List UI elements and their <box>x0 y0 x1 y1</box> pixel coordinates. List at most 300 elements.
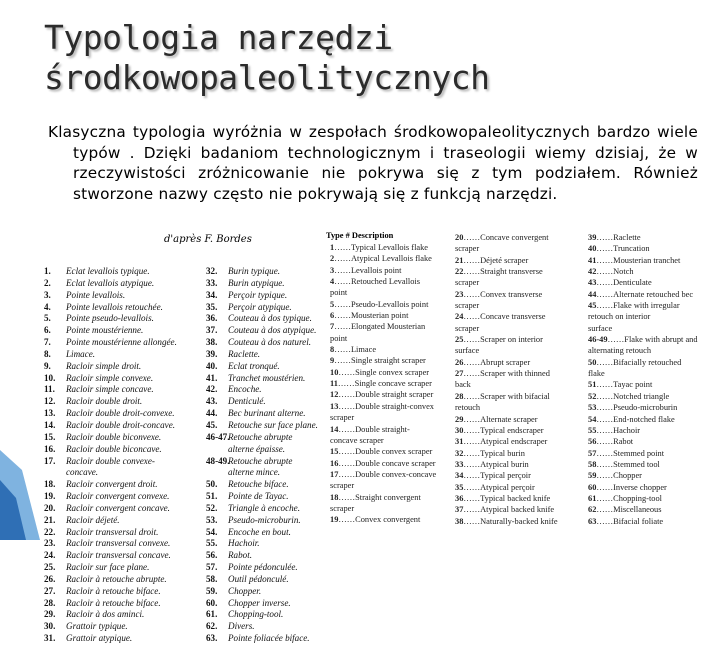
item-number: 27. <box>44 585 56 596</box>
item-label: ……Single convex scraper <box>338 367 430 377</box>
list-item <box>330 344 436 355</box>
title-line-2: środkowopaleolitycznych <box>44 58 490 97</box>
list-item <box>206 384 318 396</box>
item-label: ……Mousterian tranchet <box>596 255 681 265</box>
item-number: 15. <box>44 431 56 442</box>
list-item <box>588 243 698 254</box>
item-number: 13. <box>44 408 56 419</box>
item-label: ……Naturally-backed knife <box>463 516 558 526</box>
item-label: ……Alternate retouched bec <box>596 289 694 299</box>
item-number: 6 <box>330 311 335 321</box>
item-number: 17. <box>44 455 56 466</box>
item-label: Divers. <box>228 621 255 632</box>
list-item <box>44 349 177 361</box>
item-label: Pseudo-microburin. <box>228 514 301 525</box>
item-number: 35 <box>455 482 464 492</box>
item-number: 45 <box>588 301 597 311</box>
item-label: ……Limace <box>334 345 377 355</box>
item-label: ……Double convex-concave <box>338 469 437 479</box>
item-number: 44 <box>588 289 597 299</box>
item-number: 8 <box>330 345 335 355</box>
list-item <box>44 396 177 408</box>
item-label: Hachoir. <box>228 538 260 549</box>
list-item <box>206 302 318 314</box>
item-label: ……Atypical backed knife <box>463 505 555 515</box>
list-item <box>588 516 698 527</box>
list-item <box>330 389 436 400</box>
list-item <box>330 276 436 287</box>
item-number: 29 <box>455 414 464 424</box>
item-label: ……Typical backed knife <box>463 493 551 503</box>
list-item <box>44 562 177 574</box>
figure-credit: d'après F. Bordes <box>164 234 252 245</box>
list-item <box>588 402 698 413</box>
list-item <box>455 379 558 390</box>
item-number: 26 <box>455 357 464 367</box>
item-label: Bec burinant alterne. <box>228 408 306 419</box>
item-label: ……Atypical Levallois flake <box>334 254 432 264</box>
list-item <box>44 586 177 598</box>
item-number: 41. <box>206 372 218 383</box>
list-item <box>455 323 558 334</box>
list-item <box>44 633 177 645</box>
item-number: 25. <box>44 562 56 573</box>
list-item <box>588 391 698 402</box>
item-number: 32. <box>206 266 218 276</box>
list-item <box>455 277 558 288</box>
item-number: 13 <box>330 401 339 411</box>
item-number: 39. <box>206 348 218 359</box>
list-item <box>588 232 698 243</box>
list-item <box>330 435 436 446</box>
list-item <box>455 300 558 311</box>
item-label: Perçoir typique. <box>228 289 288 300</box>
item-label: ……Stemmed point <box>596 448 665 458</box>
item-number: 14. <box>44 419 56 430</box>
list-item <box>588 414 698 425</box>
item-number: 60. <box>206 597 218 608</box>
item-number: 28 <box>455 391 464 401</box>
item-label: Tranchet moustérien. <box>228 372 306 383</box>
item-number: 26. <box>44 573 56 584</box>
title-line-1: Typologia narzędzi <box>44 18 393 57</box>
list-item <box>44 538 177 550</box>
list-item <box>455 345 558 356</box>
item-number: 58 <box>588 459 597 469</box>
item-number: 55 <box>588 425 597 435</box>
item-number: 38. <box>206 337 218 348</box>
item-label: ……Convex transverse <box>463 289 543 299</box>
item-label: Retouche abrupte <box>228 431 293 442</box>
list-item <box>44 621 177 633</box>
item-number: 53. <box>206 514 218 525</box>
corner-decoration <box>0 410 40 540</box>
item-label: Limace. <box>66 348 96 359</box>
item-number: 1 <box>330 243 335 252</box>
item-label: ……Flake with abrupt and <box>607 335 698 345</box>
item-label: Racloir double convexe- <box>66 455 155 466</box>
item-number: 20 <box>455 233 464 242</box>
item-label: ……Single concave scraper <box>337 379 432 389</box>
item-number: 52. <box>206 502 218 513</box>
item-label: Racloir à dos aminci. <box>66 609 145 620</box>
list-item <box>588 255 698 266</box>
item-label: retouch <box>455 403 481 413</box>
item-label: ……Typical endscraper <box>463 425 544 435</box>
list-item <box>330 253 436 264</box>
list-item <box>206 325 318 337</box>
item-label: point <box>330 288 348 298</box>
list-item <box>588 334 698 345</box>
list-item <box>206 633 318 645</box>
list-item <box>330 412 436 423</box>
list-item <box>206 527 318 539</box>
list-item <box>455 334 558 345</box>
list-item <box>455 255 558 266</box>
item-number: 50 <box>588 357 597 367</box>
item-label: ……Stemmed tool <box>596 459 660 469</box>
item-label: Pointe levallois. <box>66 289 126 300</box>
list-item <box>588 425 698 436</box>
list-item <box>330 321 436 332</box>
item-number: 62. <box>206 621 218 632</box>
item-number: 4. <box>44 301 51 312</box>
item-label: Racloir à retouche biface. <box>66 597 161 608</box>
item-label: Pointe foliacée biface. <box>228 633 310 644</box>
list-item <box>588 277 698 288</box>
item-label: Chopping-tool. <box>228 609 284 620</box>
item-label: Grattoir atypique. <box>66 633 133 644</box>
item-label: ……Pseudo-Levallois point <box>334 299 429 309</box>
item-number: 5 <box>330 299 335 309</box>
item-label: retouch on interior <box>588 312 651 322</box>
item-label: Burin atypique. <box>228 277 285 288</box>
item-label: Pointe pédonculée. <box>228 562 298 573</box>
item-number: 8. <box>44 348 51 359</box>
list-item <box>330 333 436 344</box>
item-label: surface <box>455 346 480 356</box>
item-label: ……Rabot <box>596 437 634 447</box>
item-number: 56 <box>588 437 597 447</box>
english-typology-list-3 <box>588 232 698 527</box>
item-number: 35. <box>206 301 218 312</box>
item-number: 36 <box>455 493 464 503</box>
list-item <box>44 515 177 527</box>
english-typology-list-2 <box>455 232 558 527</box>
list-item <box>44 503 177 515</box>
item-label: Couteau à dos naturel. <box>228 337 312 348</box>
item-label: flake <box>588 369 605 379</box>
list-item <box>330 469 436 480</box>
item-label: concave scraper <box>330 435 384 445</box>
list-item <box>44 467 177 479</box>
item-label: scraper <box>455 278 480 288</box>
item-label: Racloir sur face plane. <box>66 562 150 573</box>
item-number: 41 <box>588 255 597 265</box>
list-item <box>455 402 558 413</box>
item-label: ……Notched triangle <box>596 391 670 401</box>
list-item <box>44 550 177 562</box>
item-number: 9. <box>44 360 51 371</box>
item-label: Couteau à dos typique. <box>228 313 312 324</box>
list-item <box>455 425 558 436</box>
list-item <box>44 290 177 302</box>
item-number: 15 <box>330 447 339 457</box>
item-number: 52 <box>588 391 597 401</box>
item-label: ……Chopper <box>596 471 642 481</box>
list-item <box>44 408 177 420</box>
list-item <box>206 396 318 408</box>
item-number: 62 <box>588 505 597 515</box>
item-number: 28. <box>44 597 56 608</box>
item-number: 25 <box>455 335 464 345</box>
item-label: Racloir double droit-concave. <box>66 419 176 430</box>
item-number: 5. <box>44 313 51 324</box>
item-label: ……Typical Levallois flake <box>334 243 429 252</box>
slide-title <box>44 18 704 98</box>
item-label: point <box>330 333 348 343</box>
list-item <box>588 448 698 459</box>
item-number: 1. <box>44 266 51 276</box>
list-item <box>44 420 177 432</box>
item-label: ……Convex convergent <box>338 515 421 525</box>
list-item <box>206 479 318 491</box>
item-number: 12. <box>44 396 56 407</box>
list-item <box>588 504 698 515</box>
item-number: 48-49. <box>206 455 230 466</box>
item-label: ……Concave transverse <box>463 312 546 322</box>
item-label: ……Notch <box>596 267 634 277</box>
item-number: 12 <box>330 390 339 400</box>
item-label: Eclat tronqué. <box>228 360 280 371</box>
item-number: 43. <box>206 396 218 407</box>
item-label: Rabot. <box>228 550 252 561</box>
item-label: scraper <box>455 301 480 311</box>
item-number: 20. <box>44 502 56 513</box>
item-label: surface <box>588 323 613 333</box>
list-item <box>206 574 318 586</box>
item-label: ……End-notched flake <box>596 414 675 424</box>
item-label: Retouche biface. <box>228 479 289 490</box>
list-item <box>455 232 558 243</box>
item-label: Racloir simple droit. <box>66 360 142 371</box>
item-label: Encoche. <box>228 384 262 395</box>
item-number: 16 <box>330 458 339 468</box>
item-number: 54. <box>206 526 218 537</box>
item-number: 38 <box>455 516 464 526</box>
item-label: ……Single straight scraper <box>334 356 426 366</box>
item-label: Retouche sur face plane. <box>228 419 318 430</box>
list-item <box>588 470 698 481</box>
item-label: ……Double straight scraper <box>338 390 434 400</box>
item-number: 19. <box>44 491 56 502</box>
item-label: ……Typical perçoir <box>463 471 531 481</box>
item-number: 27 <box>455 369 464 379</box>
list-item <box>206 515 318 527</box>
list-item <box>330 446 436 457</box>
item-number: 2 <box>330 254 335 264</box>
item-number: 56. <box>206 550 218 561</box>
item-label: ……Atypical burin <box>463 459 529 469</box>
item-number: 6. <box>44 325 51 336</box>
list-item <box>206 420 318 432</box>
list-item <box>44 278 177 290</box>
list-item <box>455 368 558 379</box>
list-item <box>44 337 177 349</box>
list-item <box>330 265 436 276</box>
item-label: Pointe de Tayac. <box>228 491 289 502</box>
item-number: 24. <box>44 550 56 561</box>
list-item <box>588 300 698 311</box>
item-number: 50. <box>206 479 218 490</box>
item-number: 30 <box>455 425 464 435</box>
list-item <box>206 373 318 385</box>
list-item <box>44 373 177 385</box>
item-label: ……Double concave scraper <box>338 458 436 468</box>
item-number: 32 <box>455 448 464 458</box>
item-label: Grattoir typique. <box>66 621 128 632</box>
item-label: Eclat levallois typique. <box>66 266 150 276</box>
item-label: Racloir double biconcave. <box>66 443 162 454</box>
list-item <box>206 550 318 562</box>
list-item <box>206 408 318 420</box>
list-item <box>588 459 698 470</box>
item-label: Outil pédonculé. <box>228 573 289 584</box>
item-label: Racloir convergent convexe. <box>66 491 170 502</box>
list-item <box>455 414 558 425</box>
list-item <box>206 337 318 349</box>
item-label: ……Atypical perçoir <box>463 482 535 492</box>
item-label: ……Levallois point <box>334 265 402 275</box>
item-label: scraper <box>330 413 355 423</box>
list-item <box>330 242 436 253</box>
item-number: 46-49 <box>588 335 608 345</box>
item-number: 21 <box>455 255 464 265</box>
list-item <box>330 480 436 491</box>
item-number: 22 <box>455 267 464 277</box>
item-number: 22. <box>44 526 56 537</box>
item-label: Eclat levallois atypique. <box>66 277 155 288</box>
item-number: 31. <box>44 633 56 644</box>
list-item <box>588 289 698 300</box>
item-label: ……Flake with irregular <box>596 301 680 311</box>
list-item <box>206 313 318 325</box>
item-label: ……Déjeté scraper <box>463 255 529 265</box>
list-item <box>330 503 436 514</box>
item-number: 19 <box>330 515 339 525</box>
list-item <box>206 491 318 503</box>
list-item <box>455 504 558 515</box>
item-label: Pointe pseudo-levallois. <box>66 313 154 324</box>
item-label: alternating retouch <box>588 346 652 356</box>
english-typology-list-1 <box>330 242 436 526</box>
item-label: ……Abrupt scraper <box>463 357 531 367</box>
item-number: 10 <box>330 367 339 377</box>
item-label: ……Scraper with thinned <box>463 369 550 379</box>
list-item <box>44 527 177 539</box>
item-label: ……Raclette <box>596 233 641 242</box>
list-item <box>44 361 177 373</box>
item-number: 61 <box>588 493 597 503</box>
list-item <box>330 424 436 435</box>
item-label: scraper <box>455 244 480 254</box>
list-item <box>206 562 318 574</box>
list-item <box>44 325 177 337</box>
item-label: Racloir transversal droit. <box>66 526 159 537</box>
list-item <box>588 357 698 368</box>
list-item <box>206 538 318 550</box>
item-label: ……Scraper on interior <box>463 335 543 345</box>
item-label: ……Double convex scraper <box>338 447 433 457</box>
item-label: alterne mince. <box>228 467 281 478</box>
item-label: Chopper. <box>228 585 262 596</box>
list-item <box>455 357 558 368</box>
item-label: Couteau à dos atypique. <box>228 325 317 336</box>
item-number: 14 <box>330 424 339 434</box>
list-item <box>206 503 318 515</box>
item-label: scraper <box>330 481 355 491</box>
item-number: 3. <box>44 289 51 300</box>
item-label: ……Hachoir <box>596 425 641 435</box>
item-number: 44. <box>206 408 218 419</box>
item-number: 46-47. <box>206 431 230 442</box>
list-item <box>44 598 177 610</box>
item-label: Racloir simple convexe. <box>66 372 154 383</box>
item-number: 3 <box>330 265 335 275</box>
item-label: ……Inverse chopper <box>596 482 667 492</box>
list-item <box>44 302 177 314</box>
item-number: 55. <box>206 538 218 549</box>
item-label: Racloir double droit-convexe. <box>66 408 175 419</box>
list-item <box>588 482 698 493</box>
list-item <box>206 621 318 633</box>
list-item <box>455 266 558 277</box>
item-label: alterne épaisse. <box>228 443 286 454</box>
item-number: 57. <box>206 562 218 573</box>
french-typology-list-2 <box>206 266 318 645</box>
item-label: ……Double straight- <box>338 424 410 434</box>
item-label: Encoche en bout. <box>228 526 291 537</box>
item-label: ……Bifacial foliate <box>596 516 664 526</box>
item-number: 34. <box>206 289 218 300</box>
list-item <box>44 491 177 503</box>
list-item <box>455 459 558 470</box>
list-item <box>330 355 436 366</box>
list-item <box>44 609 177 621</box>
item-label: ……Retouched Levallois <box>334 277 421 287</box>
item-number: 63. <box>206 633 218 644</box>
item-number: 59. <box>206 585 218 596</box>
list-item <box>455 482 558 493</box>
item-label: Racloir convergent concave. <box>66 502 170 513</box>
item-number: 4 <box>330 277 335 287</box>
item-number: 40 <box>588 244 597 254</box>
item-label: ……Atypical endscraper <box>463 437 548 447</box>
list-item <box>588 493 698 504</box>
item-number: 33 <box>455 459 464 469</box>
item-number: 63 <box>588 516 597 526</box>
item-number: 39 <box>588 233 597 242</box>
item-number: 10. <box>44 372 56 383</box>
list-item <box>588 323 698 334</box>
list-item <box>330 492 436 503</box>
item-label: Racloir convergent droit. <box>66 479 158 490</box>
item-label: Racloir déjeté. <box>66 514 120 525</box>
item-label: ……Scraper with bifacial <box>463 391 550 401</box>
list-item <box>455 243 558 254</box>
list-item <box>588 436 698 447</box>
list-item <box>330 287 436 298</box>
